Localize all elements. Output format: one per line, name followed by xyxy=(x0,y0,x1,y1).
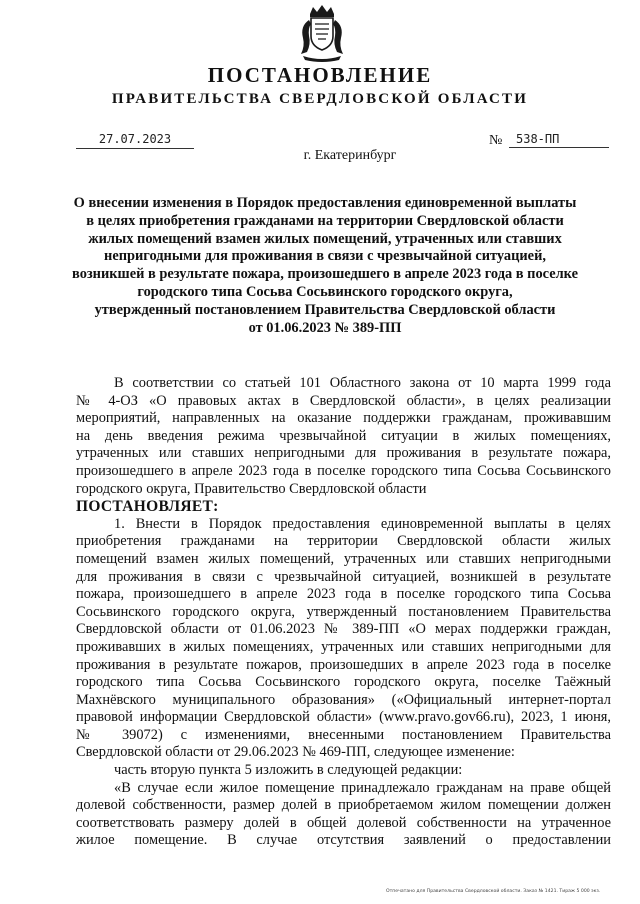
body-line: № 39072) с изменениями, внесенными постановлением Правительства xyxy=(76,726,611,743)
coat-of-arms-emblem xyxy=(297,4,347,62)
heading-line: жилых помещений взамен жилых помещений, утраченных или ставших xyxy=(88,230,562,247)
body-line: часть вторую пункта 5 изложить в следующей редакции: xyxy=(114,762,463,779)
heading-line: от 01.06.2023 № 389-ПП xyxy=(248,319,402,336)
heading-line: возникшей в результате пожара, произошедшего в апреле 2023 года в поселке xyxy=(72,266,578,283)
document-title: ПОСТАНОВЛЕНИЕ xyxy=(207,63,433,87)
body-line: произошедшего в апреле 2023 года в поселке городского типа Сосьва Сосьвинского xyxy=(76,462,611,479)
body-line: № 4-ОЗ «О правовых актах в Свердловской области», в целях реализации xyxy=(76,392,611,409)
body-line: мероприятий, направленных на оказание поддержки гражданам, проживавшим xyxy=(76,410,611,427)
resolution-body xyxy=(76,375,611,850)
print-footer-note: Отпечатано для Правительства Свердловской области. Заказ № 1421. Тираж 5 000 экз. xyxy=(386,889,601,894)
body-line: В соответствии со статьей 101 Областного закона от 10 марта 1999 года xyxy=(114,375,611,391)
heading-line: О внесении изменения в Порядок предоставления единовременной выплаты xyxy=(73,195,577,211)
body-line: городского округа, Правительство Свердловской области xyxy=(76,480,427,497)
document-number: 538-ПП xyxy=(509,131,609,148)
body-line: Свердловской области от 29.06.2023 № 469-ПП, следующее изменение: xyxy=(76,744,515,761)
body-line: проживавших в жилых помещениях, утраченных или ставших непригодными для xyxy=(76,638,611,655)
body-line: Махнёвского муниципального образования» («Официальный интернет-портал xyxy=(76,691,611,708)
body-line: приобретения гражданами на территории Свердловской области жилых xyxy=(76,533,611,550)
body-line: жилое помещение. В случае отсутствия заявлений о предоставлении xyxy=(76,832,611,849)
body-line: долевой собственности, размер долей в приобретаемом жилом помещении должен xyxy=(76,797,611,814)
document-subtitle: ПРАВИТЕЛЬСТВА СВЕРДЛОВСКОЙ ОБЛАСТИ xyxy=(111,91,529,107)
body-line: 1. Внести в Порядок предоставления единовременной выплаты в целях xyxy=(114,515,611,532)
body-line: «В случае если жилое помещение принадлежало гражданам на праве общей xyxy=(114,779,611,796)
body-line: Сосьвинского городского округа, утвержденный постановлением Правительства xyxy=(76,603,611,620)
heading-line: непригодными для проживания в связи с чрезвычайной ситуацией, xyxy=(104,248,546,265)
resolution-heading xyxy=(40,195,610,337)
body-line: на день введения режима чрезвычайной ситуации в жилых помещениях, xyxy=(76,427,611,444)
body-line: правовой информации Свердловской области» (www.pravo.gov66.ru), 2023, 1 июня, xyxy=(76,709,611,726)
heading-line: городского типа Сосьва Сосьвинского городского округа, xyxy=(137,283,513,300)
heading-line: в целях приобретения гражданами на территории Свердловской области xyxy=(86,212,564,229)
heading-line: утвержденный постановлением Правительства Свердловской области xyxy=(94,301,556,318)
body-line: помещений взамен жилых помещений, утраченных или ставших непригодными xyxy=(76,550,611,567)
number-sign: № xyxy=(489,133,503,148)
body-line: Свердловской области от 01.06.2023 № 389-ПП «О мерах поддержки граждан, xyxy=(76,621,611,638)
body-line: для проживания в связи с чрезвычайной ситуацией, возникшей в результате xyxy=(76,568,611,585)
document-date: 27.07.2023 xyxy=(76,131,194,149)
body-line: соответствовать размеру долей в общей долевой собственности на утраченное xyxy=(76,814,611,831)
decree-word: ПОСТАНОВЛЯЕТ: xyxy=(76,498,219,516)
city-line: г. Екатеринбург xyxy=(303,148,397,163)
body-line: проживания в результате пожаров, произошедших в апреле 2023 года в поселке xyxy=(76,656,611,673)
body-line: пожара, произошедшего в апреле 2023 года в поселке городского типа Сосьва xyxy=(76,586,611,603)
body-line: городского типа Сосьва Сосьвинского городского округа, поселке Таёжный xyxy=(76,674,611,691)
body-line: утраченных или ставших непригодными для проживания в результате пожара, xyxy=(76,445,611,462)
